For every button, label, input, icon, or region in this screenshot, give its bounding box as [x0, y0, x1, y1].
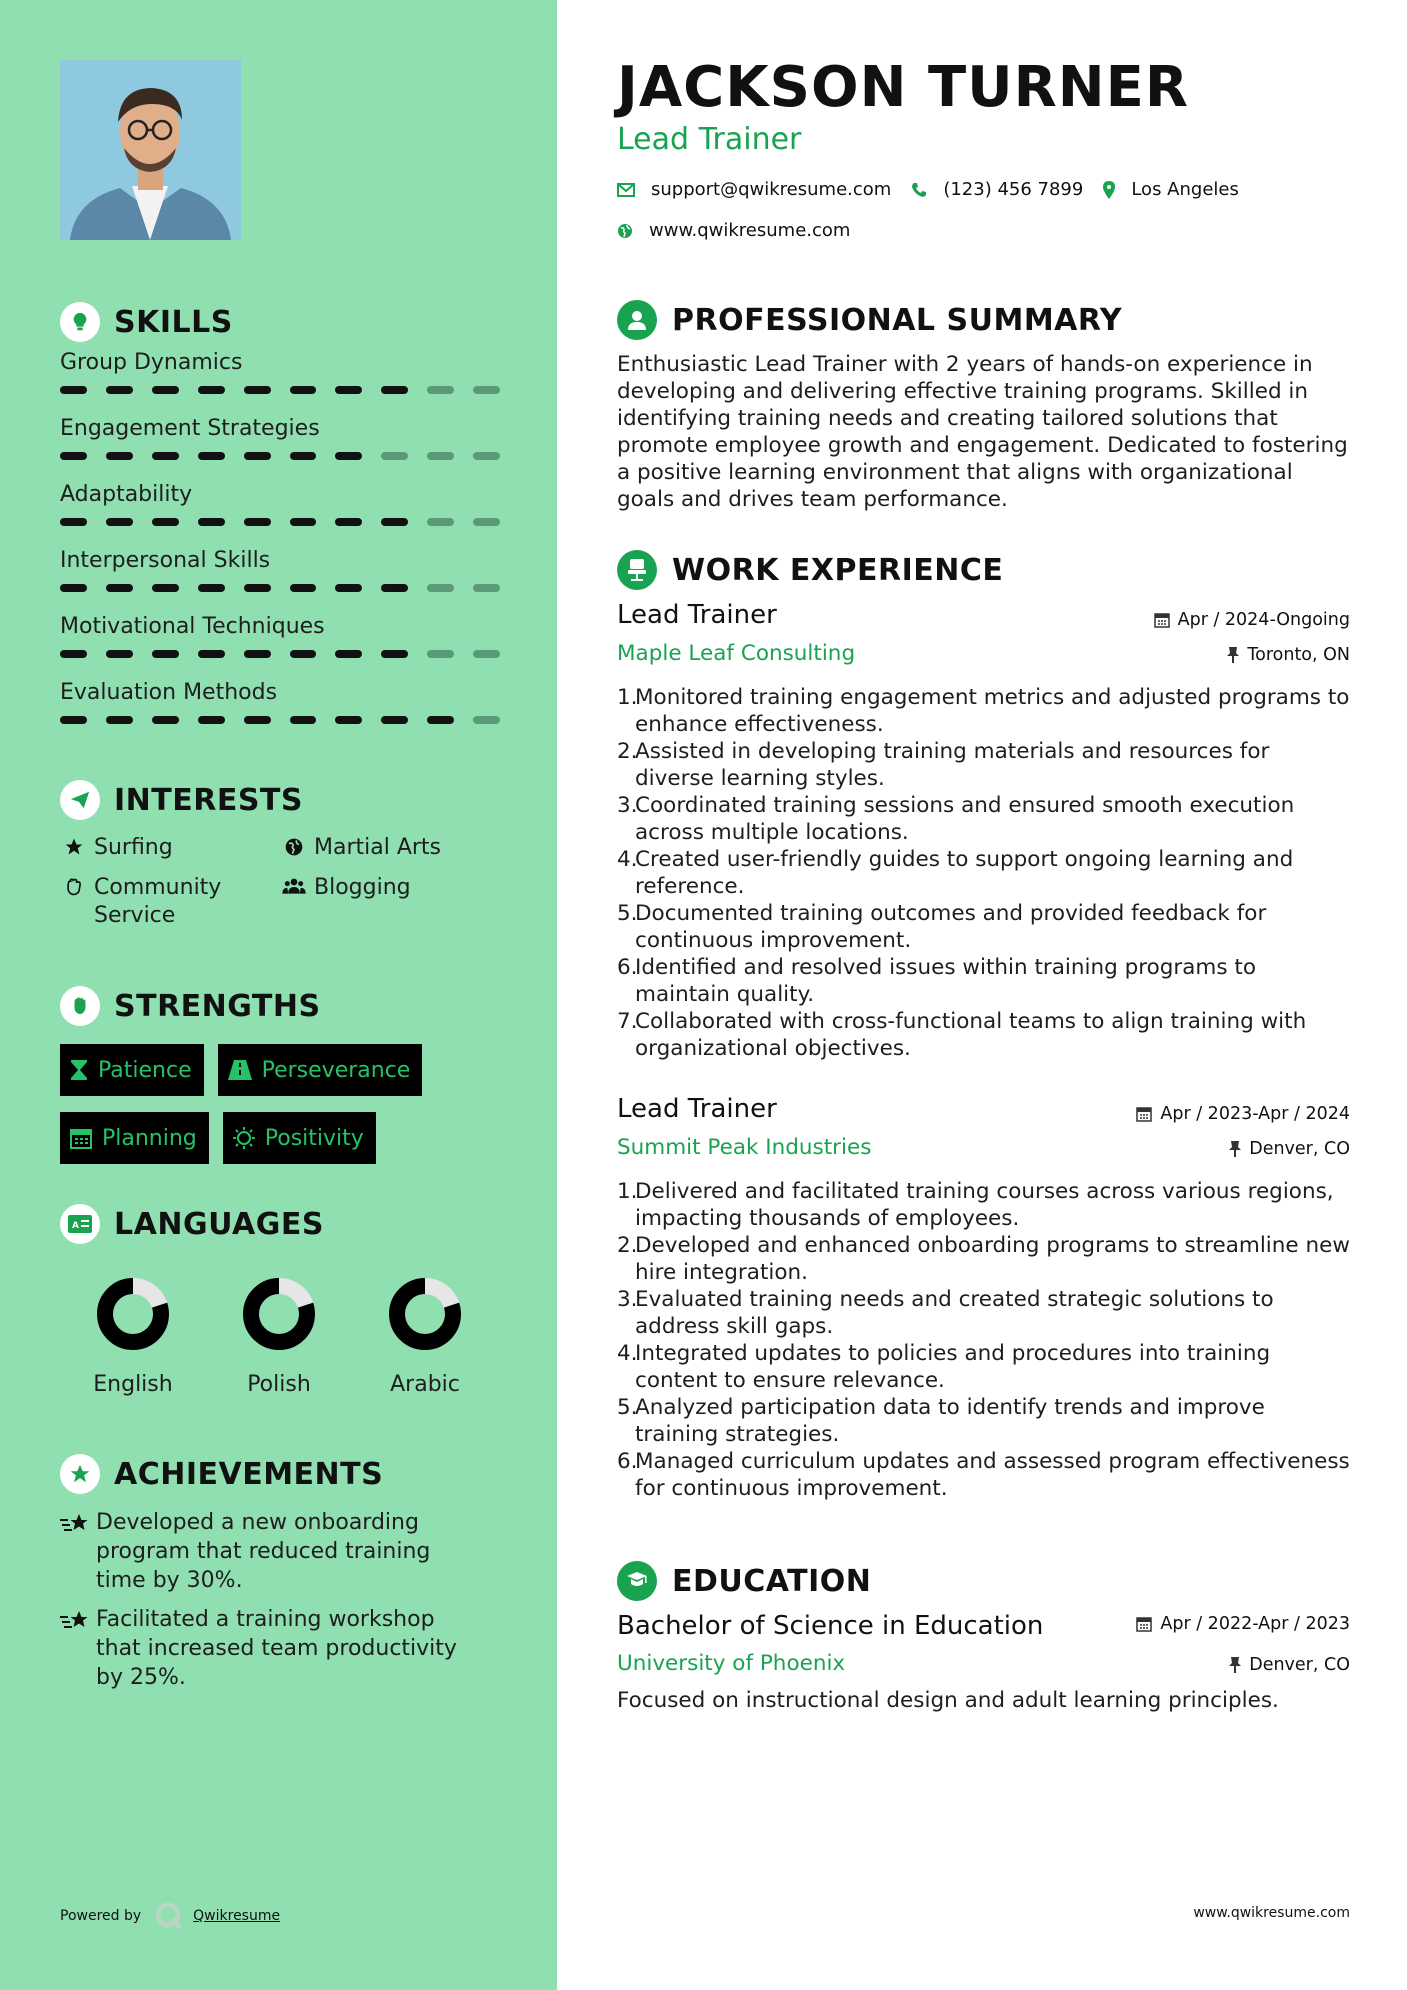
- job-bullet-text: Documented training outcomes and provided feedback for continuous improvement.: [635, 901, 1267, 953]
- skill-level-segment: [60, 716, 87, 724]
- svg-text:A: A: [72, 1221, 79, 1231]
- skill-level-segment: [60, 518, 87, 526]
- education-header: [617, 1559, 871, 1603]
- skill-name: Adaptability: [60, 482, 193, 507]
- job-bullet-text: Assisted in developing training materials and resources for diverse learning styles.: [635, 739, 1270, 791]
- job-bullet-text: Created user-friendly guides to support ongoing learning and reference.: [635, 847, 1294, 899]
- skill-level-segment: [152, 716, 179, 724]
- strength-label: Patience: [98, 1057, 192, 1083]
- interest-item: [280, 834, 500, 862]
- job-bullet-text: Delivered and facilitated training courses across various regions, impacting thousands of employees.: [635, 1179, 1334, 1231]
- skill-level-segment: [106, 452, 133, 460]
- phone-icon: [911, 182, 927, 198]
- job-bullet-text: Developed and enhanced onboarding programs to streamline new hire integration.: [635, 1233, 1350, 1285]
- skills-list: [60, 346, 500, 730]
- skill-level-segment: [60, 386, 87, 394]
- job-location: [1227, 645, 1350, 665]
- skill-level-segment: [60, 452, 87, 460]
- envelope-icon: [617, 183, 635, 197]
- achievements-header: [60, 1452, 500, 1496]
- skill-level-segment: [335, 650, 362, 658]
- qwikresume-link[interactable]: Qwikresume: [193, 1908, 281, 1924]
- job-bullet: 4. Created user-friendly guides to support ongoing learning and reference.: [617, 846, 1350, 900]
- powered-by-label: Powered by: [60, 1908, 142, 1924]
- candidate-role: Lead Trainer: [617, 122, 802, 157]
- skill-item: [60, 346, 500, 400]
- skill-level-segment: [381, 452, 408, 460]
- skill-name: Engagement Strategies: [60, 416, 320, 441]
- job-bullets: [617, 684, 1350, 1062]
- job-location-text: Denver, CO: [1249, 1139, 1350, 1159]
- job-date-text: Apr / 2023-Apr / 2024: [1160, 1104, 1350, 1124]
- interest-label: Surfing: [94, 835, 173, 860]
- skill-level-segment: [60, 584, 87, 592]
- skill-level-segment: [427, 584, 454, 592]
- language-proficiency-ring: [89, 1270, 177, 1358]
- skill-level-segment: [381, 584, 408, 592]
- website-row: [617, 220, 850, 241]
- job-bullet: 7. Collaborated with cross-functional teams to align training with organizational objectives.: [617, 1008, 1350, 1062]
- strength-tag: [60, 1044, 204, 1096]
- shooting-star-icon: [60, 1508, 96, 1542]
- skills-section: [60, 300, 500, 742]
- achievements-title: ACHIEVEMENTS: [114, 1456, 384, 1492]
- skill-level-segment: [427, 386, 454, 394]
- globe-icon: [280, 834, 308, 857]
- skill-item: [60, 478, 500, 532]
- globe-icon: [617, 223, 633, 239]
- skill-level-segment: [152, 650, 179, 658]
- skill-level-bar: [60, 644, 500, 664]
- interests-section: [60, 778, 500, 930]
- job-bullet-text: Evaluated training needs and created strategic solutions to address skill gaps.: [635, 1287, 1274, 1339]
- strengths-section: [60, 984, 500, 1164]
- achievement-text: Developed a new onboarding program that reduced training time by 30%.: [96, 1510, 431, 1593]
- paper-plane-icon: [60, 780, 100, 820]
- skills-title: SKILLS: [114, 304, 233, 340]
- experience-header: [617, 548, 1003, 592]
- skill-level-segment: [244, 518, 271, 526]
- strengths-row: [60, 1044, 500, 1096]
- job-date: [1136, 1104, 1350, 1124]
- job-bullet-text: Collaborated with cross-functional teams to align training with organizational objectives.: [635, 1009, 1307, 1061]
- job-location-text: Toronto, ON: [1247, 645, 1350, 665]
- summary-title: PROFESSIONAL SUMMARY: [672, 302, 1123, 338]
- skill-level-segment: [198, 716, 225, 724]
- summary-text: Enthusiastic Lead Trainer with 2 years of hands-on experience in developing and delivering effective training programs. Skilled in identifying training needs and creating tailored solutions that promote employee growth and engagement. Dedicated to fostering a positive learning environment that aligns with organizational goals and drives team performance.: [617, 352, 1348, 512]
- language-icon: [60, 1204, 100, 1244]
- skill-level-bar: [60, 380, 500, 400]
- skill-item: [60, 676, 500, 730]
- users-icon: [280, 874, 308, 897]
- strengths-row: [60, 1112, 500, 1164]
- language-proficiency-ring: [381, 1270, 469, 1358]
- strengths-header: [60, 984, 500, 1028]
- skill-level-segment: [473, 716, 500, 724]
- interest-item: [280, 874, 500, 930]
- shooting-star-icon: [60, 1605, 96, 1639]
- sidebar: [0, 0, 557, 1990]
- contact-row: [617, 179, 1239, 200]
- skill-level-segment: [290, 452, 317, 460]
- pushpin-icon: [1229, 1657, 1241, 1673]
- strength-tag: [218, 1044, 423, 1096]
- skill-level-segment: [244, 650, 271, 658]
- skill-item: [60, 412, 500, 466]
- skill-level-segment: [290, 650, 317, 658]
- star-icon: [60, 834, 88, 857]
- skill-level-segment: [290, 518, 317, 526]
- strength-label: Positivity: [264, 1125, 364, 1151]
- language-name: Polish: [247, 1372, 311, 1397]
- achievement-item: [60, 1508, 500, 1595]
- education-location: [1229, 1655, 1350, 1675]
- job-bullet: 5. Documented training outcomes and provided feedback for continuous improvement.: [617, 900, 1350, 954]
- skill-level-segment: [60, 650, 87, 658]
- skill-level-segment: [198, 584, 225, 592]
- road-icon: [228, 1060, 252, 1080]
- skill-level-segment: [473, 518, 500, 526]
- location-pin-icon: [1103, 181, 1115, 199]
- job-title: Lead Trainer: [617, 1094, 777, 1124]
- lightbulb-icon: [60, 302, 100, 342]
- powered-by: [60, 1902, 280, 1930]
- skill-level-segment: [473, 584, 500, 592]
- job-location: [1229, 1139, 1350, 1159]
- strengths-title: STRENGTHS: [114, 988, 321, 1024]
- skill-level-segment: [381, 716, 408, 724]
- skill-level-segment: [106, 386, 133, 394]
- skill-level-segment: [427, 650, 454, 658]
- sun-icon: [233, 1127, 255, 1149]
- job-bullet: 3. Evaluated training needs and created strategic solutions to address skill gaps.: [617, 1286, 1350, 1340]
- education-location-text: Denver, CO: [1249, 1655, 1350, 1675]
- chair-icon: [617, 550, 657, 590]
- skill-level-segment: [106, 650, 133, 658]
- achievements-section: [60, 1452, 500, 1692]
- skill-level-segment: [152, 584, 179, 592]
- job-bullet: 2. Assisted in developing training materials and resources for diverse learning styles.: [617, 738, 1350, 792]
- profile-photo: [60, 60, 241, 240]
- skill-level-segment: [198, 452, 225, 460]
- education-date: [1136, 1614, 1350, 1634]
- skill-level-segment: [152, 386, 179, 394]
- skill-level-segment: [473, 386, 500, 394]
- footer-website-link[interactable]: www.qwikresume.com: [1193, 1905, 1350, 1921]
- skill-level-segment: [152, 452, 179, 460]
- job-bullet: 1. Monitored training engagement metrics and adjusted programs to enhance effectiveness.: [617, 685, 1350, 737]
- skill-level-segment: [106, 716, 133, 724]
- calendar-icon: [1136, 1106, 1152, 1122]
- skill-level-bar: [60, 578, 500, 598]
- candidate-name: JACKSON TURNER: [617, 55, 1190, 120]
- job-bullet: 5. Analyzed participation data to identify trends and improve training strategies.: [617, 1394, 1350, 1448]
- user-icon: [617, 300, 657, 340]
- email-link[interactable]: support@qwikresume.com: [651, 179, 892, 200]
- qwikresume-logo-icon: [155, 1902, 183, 1930]
- job-bullet: 6. Identified and resolved issues within training programs to maintain quality.: [617, 954, 1350, 1008]
- interest-label: Community Service: [94, 875, 222, 928]
- languages-section: [60, 1202, 500, 1397]
- languages-header: [60, 1202, 500, 1246]
- experience-title: WORK EXPERIENCE: [672, 552, 1004, 588]
- skill-level-segment: [290, 716, 317, 724]
- skill-level-bar: [60, 446, 500, 466]
- language-proficiency-ring: [235, 1270, 323, 1358]
- job-bullet: 4. Integrated updates to policies and procedures into training content to ensure relevance.: [617, 1340, 1350, 1394]
- fist-icon: [60, 986, 100, 1026]
- skill-item: [60, 544, 500, 598]
- skill-name: Interpersonal Skills: [60, 548, 271, 573]
- job-bullet: 3. Coordinated training sessions and ensured smooth execution across multiple locations.: [617, 792, 1350, 846]
- skills-header: [60, 300, 500, 344]
- strength-label: Perseverance: [261, 1057, 411, 1083]
- interest-label: Martial Arts: [314, 835, 442, 860]
- languages-list: [60, 1270, 500, 1397]
- job-company: Maple Leaf Consulting: [617, 641, 856, 666]
- strength-tag: [223, 1112, 376, 1164]
- languages-title: LANGUAGES: [114, 1206, 324, 1242]
- skill-item: [60, 610, 500, 664]
- hand-icon: [60, 874, 88, 897]
- job-date: [1154, 610, 1350, 630]
- education-degree: Bachelor of Science in Education: [617, 1611, 1044, 1641]
- skill-level-segment: [244, 386, 271, 394]
- hourglass-icon: [70, 1059, 88, 1081]
- language-item: [206, 1270, 352, 1397]
- education-school: University of Phoenix: [617, 1651, 846, 1676]
- calendar-icon: [70, 1127, 92, 1149]
- achievement-text: Facilitated a training workshop that increased team productivity by 25%.: [96, 1607, 457, 1690]
- job-date-text: Apr / 2024-Ongoing: [1177, 610, 1350, 630]
- job-company: Summit Peak Industries: [617, 1135, 872, 1160]
- skill-level-segment: [381, 518, 408, 526]
- skill-level-segment: [427, 716, 454, 724]
- job-bullet-text: Coordinated training sessions and ensured smooth execution across multiple locations.: [635, 793, 1295, 845]
- job-bullet: 2. Developed and enhanced onboarding programs to streamline new hire integration.: [617, 1233, 1350, 1285]
- skill-level-segment: [244, 716, 271, 724]
- pushpin-icon: [1229, 1141, 1241, 1157]
- skill-level-segment: [198, 650, 225, 658]
- website-link[interactable]: www.qwikresume.com: [649, 220, 851, 241]
- skill-level-segment: [198, 386, 225, 394]
- summary-header: [617, 298, 1122, 342]
- skill-name: Group Dynamics: [60, 350, 243, 375]
- strength-tag: [60, 1112, 209, 1164]
- job-bullet-text: Analyzed participation data to identify trends and improve training strategies.: [635, 1395, 1265, 1447]
- job-title: Lead Trainer: [617, 600, 777, 630]
- job-bullet-text: Managed curriculum updates and assessed program effectiveness for continuous improvement.: [635, 1449, 1350, 1501]
- calendar-icon: [1154, 612, 1170, 628]
- skill-level-segment: [106, 584, 133, 592]
- skill-level-segment: [290, 386, 317, 394]
- skill-level-segment: [427, 518, 454, 526]
- education-date-text: Apr / 2022-Apr / 2023: [1160, 1614, 1350, 1634]
- skill-level-segment: [335, 584, 362, 592]
- job-bullet: 1. Delivered and facilitated training courses across various regions, impacting thousands of employees.: [617, 1178, 1350, 1232]
- graduation-icon: [617, 1561, 657, 1601]
- skill-level-segment: [198, 518, 225, 526]
- award-star-icon: [60, 1454, 100, 1494]
- skill-level-bar: [60, 710, 500, 730]
- job-bullet-text: Monitored training engagement metrics and adjusted programs to enhance effectiveness.: [635, 685, 1350, 737]
- language-name: Arabic: [390, 1372, 460, 1397]
- skill-level-segment: [381, 650, 408, 658]
- phone-number[interactable]: (123) 456 7899: [943, 179, 1084, 200]
- language-name: English: [93, 1372, 173, 1397]
- skill-name: Evaluation Methods: [60, 680, 278, 705]
- job-bullets: [617, 1178, 1350, 1502]
- education-description: Focused on instructional design and adult learning principles.: [617, 1688, 1279, 1713]
- skill-level-segment: [244, 584, 271, 592]
- interest-label: Blogging: [314, 875, 411, 900]
- location-text: Los Angeles: [1131, 179, 1239, 200]
- interests-header: [60, 778, 500, 822]
- job-bullet-text: Identified and resolved issues within training programs to maintain quality.: [635, 955, 1256, 1007]
- skill-level-segment: [152, 518, 179, 526]
- language-item: [352, 1270, 498, 1397]
- skill-level-segment: [427, 452, 454, 460]
- interest-item: [60, 834, 280, 862]
- skill-level-segment: [473, 452, 500, 460]
- skill-level-segment: [335, 452, 362, 460]
- calendar-icon: [1136, 1616, 1152, 1632]
- skill-level-segment: [290, 584, 317, 592]
- job-bullet-text: Integrated updates to policies and procedures into training content to ensure relevance.: [635, 1341, 1271, 1393]
- achievement-item: [60, 1605, 500, 1692]
- skill-level-segment: [335, 518, 362, 526]
- interests-title: INTERESTS: [114, 782, 303, 818]
- education-title: EDUCATION: [672, 1563, 872, 1599]
- language-item: [60, 1270, 206, 1397]
- skill-level-segment: [244, 452, 271, 460]
- pushpin-icon: [1227, 647, 1239, 663]
- interest-item: [60, 874, 280, 930]
- skill-level-segment: [335, 386, 362, 394]
- skill-level-bar: [60, 512, 500, 532]
- job-bullet: 6. Managed curriculum updates and assessed program effectiveness for continuous improvement.: [617, 1449, 1350, 1501]
- skill-level-segment: [106, 518, 133, 526]
- interests-list: [60, 834, 500, 930]
- strength-label: Planning: [102, 1125, 197, 1151]
- skill-level-segment: [381, 386, 408, 394]
- skill-level-segment: [335, 716, 362, 724]
- skill-name: Motivational Techniques: [60, 614, 325, 639]
- skill-level-segment: [473, 650, 500, 658]
